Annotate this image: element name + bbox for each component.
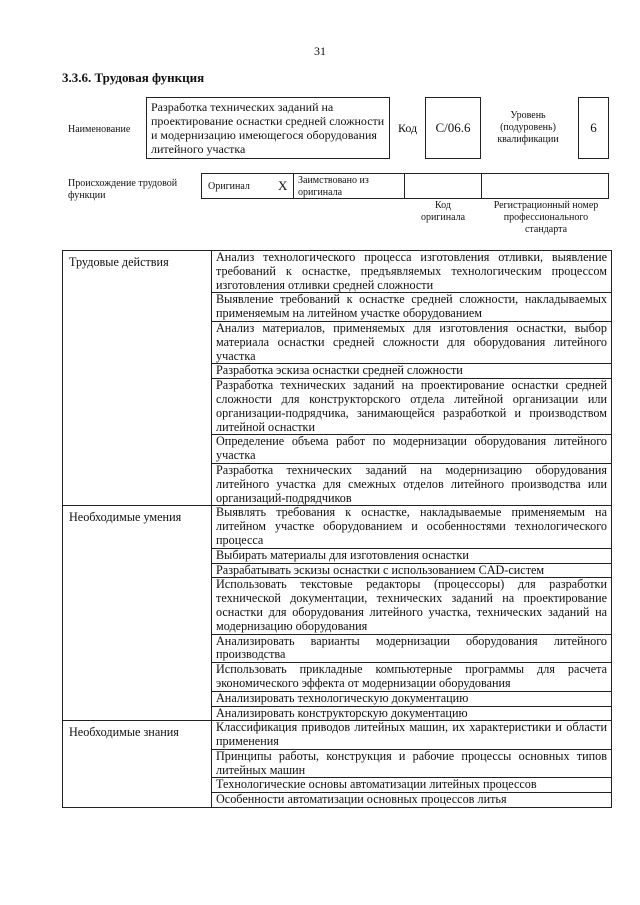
code-caption: Код оригинала — [420, 200, 466, 223]
original-mark: X — [278, 178, 288, 193]
code-value-text: С/06.6 — [435, 120, 471, 135]
item-cell: Выявление требований к оснастке средней сложности, накладываемых применяемым на литейном участке оборудованием — [212, 293, 612, 322]
name-label: Наименование — [68, 124, 131, 135]
item-cell: Принципы работы, конструкция и рабочие процессы основных типов литейных машин — [212, 749, 612, 778]
code-label: Код — [398, 121, 418, 135]
borrowed-label: Заимствовано из оригинала — [298, 175, 369, 198]
category-cell: Трудовые действия — [63, 251, 212, 506]
name-value — [146, 97, 390, 159]
item-cell: Технологические основы автоматизации литейных процессов — [212, 778, 612, 793]
item-cell: Выявлять требования к оснастке, накладываемые применяемым на литейном участке оборудованием и особенностями технологического процесса — [212, 506, 612, 548]
function-table — [62, 250, 612, 808]
name-value-text: Разработка технических заданий на проектирование оснастки средней сложности и модернизацию имеющегося оборудования литейного участка — [151, 100, 385, 156]
table-row — [63, 251, 612, 293]
category-cell: Необходимые умения — [63, 506, 212, 721]
function-table-body — [63, 251, 612, 808]
item-cell: Разработка технических заданий на проектирование оснастки средней сложности для конструкторского отдела литейной организации или организации-подрядчика, занимающейся разработкой и производством литейной оснастки — [212, 379, 612, 435]
origin-borrowed-cell — [293, 173, 405, 199]
table-row — [63, 506, 612, 548]
item-cell: Выбирать материалы для изготовления оснастки — [212, 548, 612, 563]
section-title: 3.3.6. Трудовая функция — [62, 70, 205, 85]
item-cell: Анализ технологического процесса изготовления отливки, выявление требований к оснастке, предъявляемых технологическим процессом изготовления отливки средней сложности — [212, 251, 612, 293]
origin-code-cell — [404, 173, 482, 199]
original-label: Оригинал — [208, 181, 250, 192]
level-label: Уровень (подуровень) квалификации — [497, 110, 559, 145]
page-number: 31 — [314, 44, 326, 58]
level-value — [578, 97, 609, 159]
item-cell: Анализировать варианты модернизации оборудования литейного производства — [212, 634, 612, 663]
category-cell: Необходимые знания — [63, 721, 212, 808]
origin-label: Происхождение трудовой функции — [68, 178, 178, 201]
item-cell: Разработка эскиза оснастки средней сложности — [212, 364, 612, 379]
item-cell: Разработка технических заданий на модернизацию оборудования литейного участка для смежных отделов литейного производства или организаций-подрядчиков — [212, 463, 612, 505]
item-cell: Разрабатывать эскизы оснастки с использованием CAD-систем — [212, 563, 612, 578]
item-cell: Использовать прикладные компьютерные программы для расчета экономического эффекта от модернизации оборудования — [212, 663, 612, 692]
item-cell: Анализировать технологическую документацию — [212, 691, 612, 706]
item-cell: Использовать текстовые редакторы (процессоры) для разработки технической документации, технических заданий на проектирование оснастки для оборудования литейного участка, технических заданий на модернизацию оборудования — [212, 578, 612, 634]
item-cell: Особенности автоматизации основных процессов литья — [212, 793, 612, 808]
origin-reg-cell — [481, 173, 609, 199]
item-cell: Определение объема работ по модернизации оборудования литейного участка — [212, 435, 612, 464]
item-cell: Анализ материалов, применяемых для изготовления оснастки, выбор материала оснастки средней сложности для оборудования литейного участка — [212, 321, 612, 363]
item-cell: Анализировать конструкторскую документацию — [212, 706, 612, 721]
level-value-text: 6 — [590, 120, 597, 135]
item-cell: Классификация приводов литейных машин, их характеристики и области применения — [212, 721, 612, 750]
origin-original-cell — [201, 173, 294, 199]
reg-caption: Регистрационный номер профессионального стандарта — [493, 200, 599, 235]
table-row — [63, 721, 612, 750]
code-value — [425, 97, 481, 159]
